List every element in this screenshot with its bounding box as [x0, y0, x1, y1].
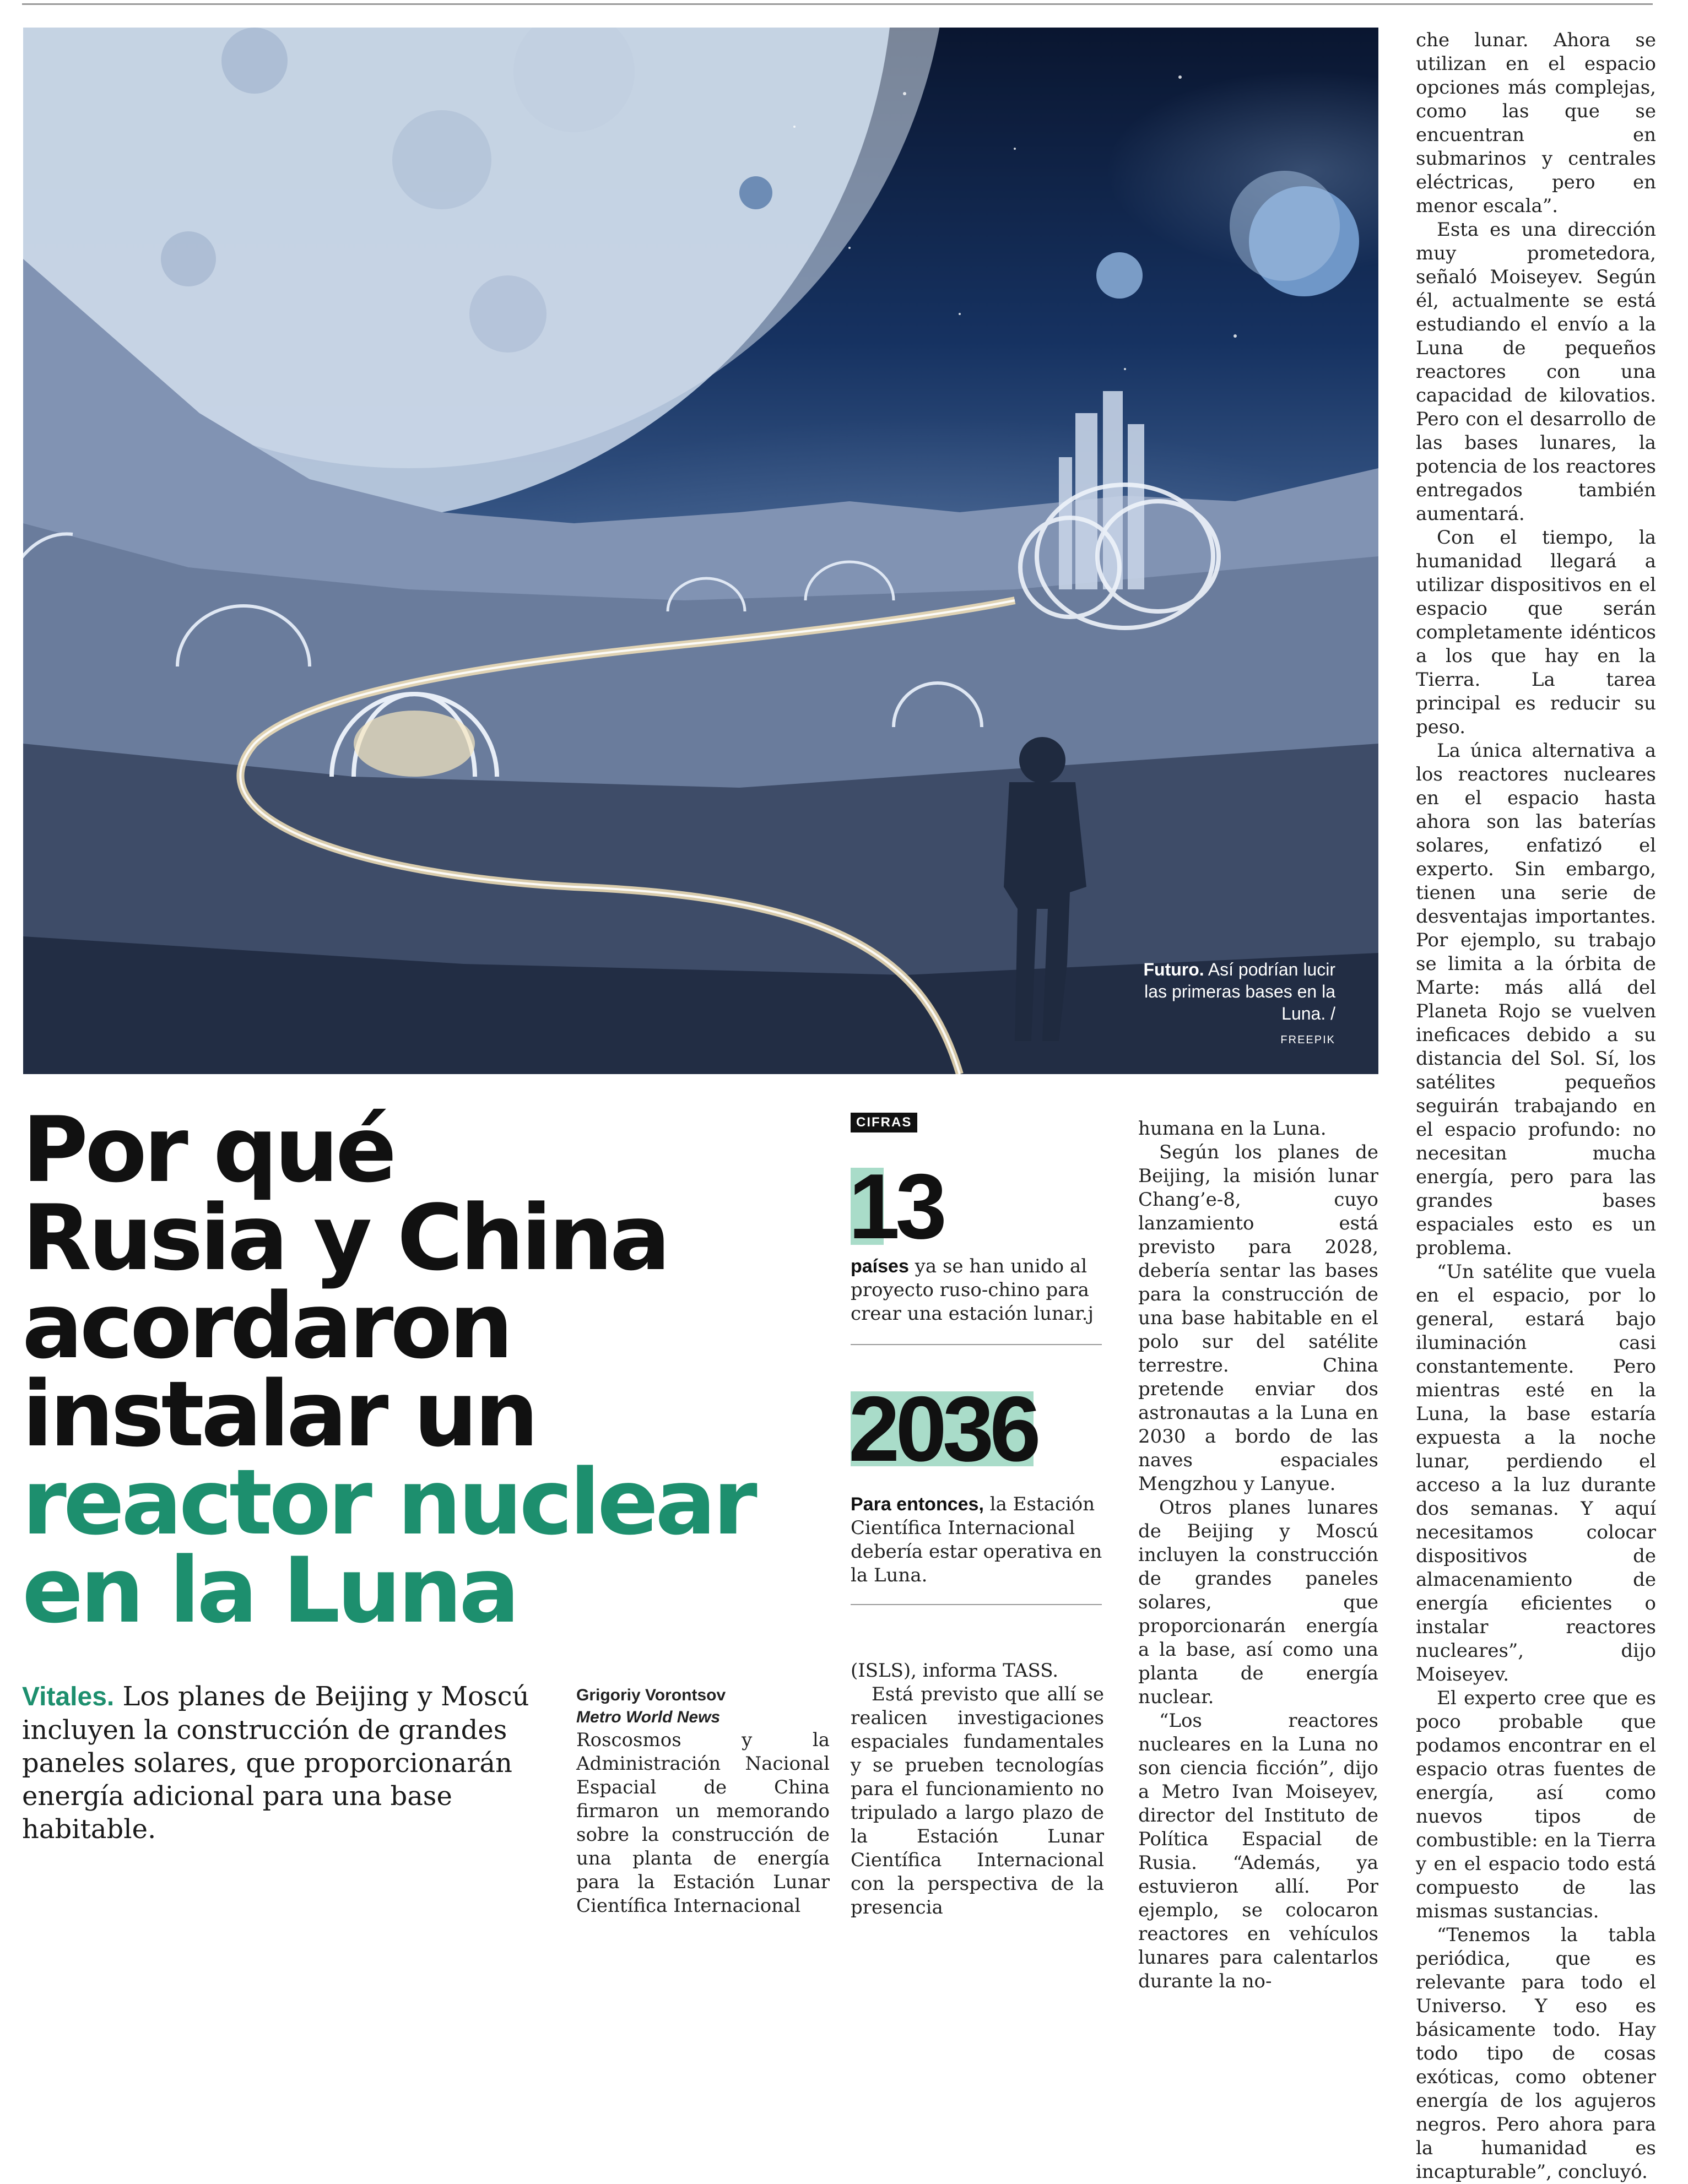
- article-column-2: [851, 1659, 1104, 1920]
- body-paragraph: La única alternativa a los reactores nucleares en el espacio hasta ahora son las baterías solares, enfatizó el experto. Sin embargo, tienen una serie de desventajas importantes. Por ejemplo, su trabajo se limita a la órbita de Marte: más allá del Planeta Rojo se vuelven ineficaces debido a su distancia del Sol. Sí, los satélites pequeños seguirán trabajando en el espacio profundo: no necesitan mucha energía, pero para las grandes bases espaciales esto es un problema.: [1416, 740, 1656, 1259]
- headline-line: Rusia y China: [22, 1185, 668, 1291]
- stat-description-2: [851, 1493, 1104, 1587]
- article-column-1: [576, 1684, 830, 1918]
- separator: [851, 1604, 1102, 1605]
- body-paragraph: (ISLS), informa TASS.: [851, 1660, 1059, 1682]
- body-paragraph: El experto cree que es poco probable que podamos encontrar en el espacio otras fuentes de energía, así como nuevos tipos de combustible: en la Tierra y en el espacio todo está compuesto de las mismas sustancias.: [1416, 1687, 1656, 1922]
- headline-line-highlight: reactor nuclear: [22, 1450, 754, 1555]
- lead-text: Los planes de Beijing y Moscú incluyen la construcción de grandes paneles solares, que proporcionarán energía adicional para una base habitable.: [22, 1681, 529, 1845]
- headline-line: acordaron: [22, 1273, 510, 1379]
- headline-line: Por qué: [22, 1097, 394, 1202]
- small-planet: [1096, 252, 1143, 299]
- body-paragraph: Con el tiempo, la humanidad llegará a utilizar dispositivos en el espacio que serán completamente idénticos a los que hay en la Tierra. La tarea principal es reducir su peso.: [1416, 527, 1656, 738]
- byline-author: Grigoriy Vorontsov: [576, 1686, 726, 1704]
- stat-number-2036: 2036: [848, 1377, 1037, 1481]
- caption-text: Así podrían lucir las primeras bases en la Luna. /: [1144, 960, 1335, 1023]
- headline-line-highlight: en la Luna: [22, 1538, 517, 1643]
- lead-kicker: Vitales.: [22, 1682, 115, 1711]
- body-paragraph: “Un satélite que vuela en el espacio, por lo general, estará bajo iluminación casi constantemente. Pero mientras esté en la Luna, la base estaría expuesta a la noche lunar, perdiendo el acceso a la luz durante dos semanas. Y aquí necesitamos colocar dispositivos de almacenamiento de energía eficientes o instalar reactores nucleares”, dijo Moiseyev.: [1416, 1261, 1656, 1686]
- lead-paragraph: [22, 1680, 551, 1846]
- photo-caption: [1137, 958, 1335, 1051]
- small-planet: [739, 176, 772, 209]
- body-paragraph: “Los reactores nucleares en la Luna no son ciencia ficción”, dijo a Metro Ivan Moiseyev, director del Instituto de Política Espacial de Rusia. “Además, ya estuvieron allí. Por ejemplo, se colocaron reactores en vehículos lunares para calentarlos durante la no-: [1138, 1710, 1378, 1992]
- caption-bold: Futuro.: [1143, 960, 1204, 979]
- body-paragraph: “Tenemos la tabla periódica, que es relevante para todo el Universo. Y eso es básicamente todo. Hay todo tipo de cosas exóticas, como obtener energía de los agujeros negros. Pero ahora para la humanidad es incapturable”, concluyó.: [1416, 1924, 1656, 2183]
- body-paragraph: Está previsto que allí se realicen investigaciones espaciales fundamentales y se prueben tecnologías para el funcionamiento no tripulado a largo plazo de la Estación Lunar Científica Internacional con la perspectiva de la presencia: [851, 1683, 1104, 1919]
- top-rule: [22, 3, 1653, 5]
- cifras-tag: CIFRAS: [851, 1113, 917, 1132]
- article-headline: [22, 1097, 815, 1643]
- body-paragraph: Otros planes lunares de Beijing y Moscú incluyen la construcción de grandes paneles solares, que proporcionarán energía a la base, así como una planta de energía nuclear.: [1138, 1497, 1378, 1708]
- article-column-4: [1416, 29, 1656, 2184]
- stat-number-13: 13: [848, 1155, 943, 1258]
- stat-description-1: [851, 1255, 1104, 1326]
- stat1-bold: países: [851, 1256, 909, 1277]
- stat1-text: ya se han unido al proyecto ruso-chino para crear una estación lunar.j: [851, 1255, 1094, 1325]
- body-paragraph: Esta es una dirección muy prometedora, señaló Moiseyev. Según él, actualmente se está estudiando el envío a la Luna de pequeños reactores con una capacidad de kilovatios. Pero con el desarrollo de las bases lunares, la potencia de los reactores entregados también aumentará.: [1416, 219, 1656, 525]
- body-paragraph: Según los planes de Beijing, la misión lunar Chang’e-8, cuyo lanzamiento está previsto para 2028, debería sentar las bases para la construcción de una base habitable en el polo sur del satélite terrestre. China pretende enviar dos astronautas a la Luna en 2030 a bordo de las naves espaciales Mengzhou y Lanyue.: [1138, 1141, 1378, 1495]
- stat2-text: la Estación Científica Internacional debería estar operativa en la Luna.: [851, 1493, 1102, 1586]
- lunar-base-photo: [23, 28, 1378, 1074]
- body-paragraph: humana en la Luna.: [1138, 1118, 1327, 1140]
- article-column-3: [1138, 1117, 1378, 1993]
- byline-source: Metro World News: [576, 1708, 721, 1726]
- photo-credit: FREEPIK: [1280, 1034, 1335, 1046]
- stat2-bold: Para entonces,: [851, 1494, 984, 1515]
- body-paragraph: Roscosmos y la Administración Nacional Espacial de China firmaron un memorando sobre la construcción de una planta de energía para la Estación Lunar Científica Internacional: [576, 1729, 830, 1917]
- headline-line: instalar un: [22, 1362, 536, 1467]
- body-paragraph: che lunar. Ahora se utilizan en el espacio opciones más complejas, como las que se encuentran en submarinos y centrales eléctricas, pero en menor escala”.: [1416, 29, 1656, 217]
- lunar-base-illustration: [23, 28, 1378, 1074]
- separator: [851, 1344, 1102, 1345]
